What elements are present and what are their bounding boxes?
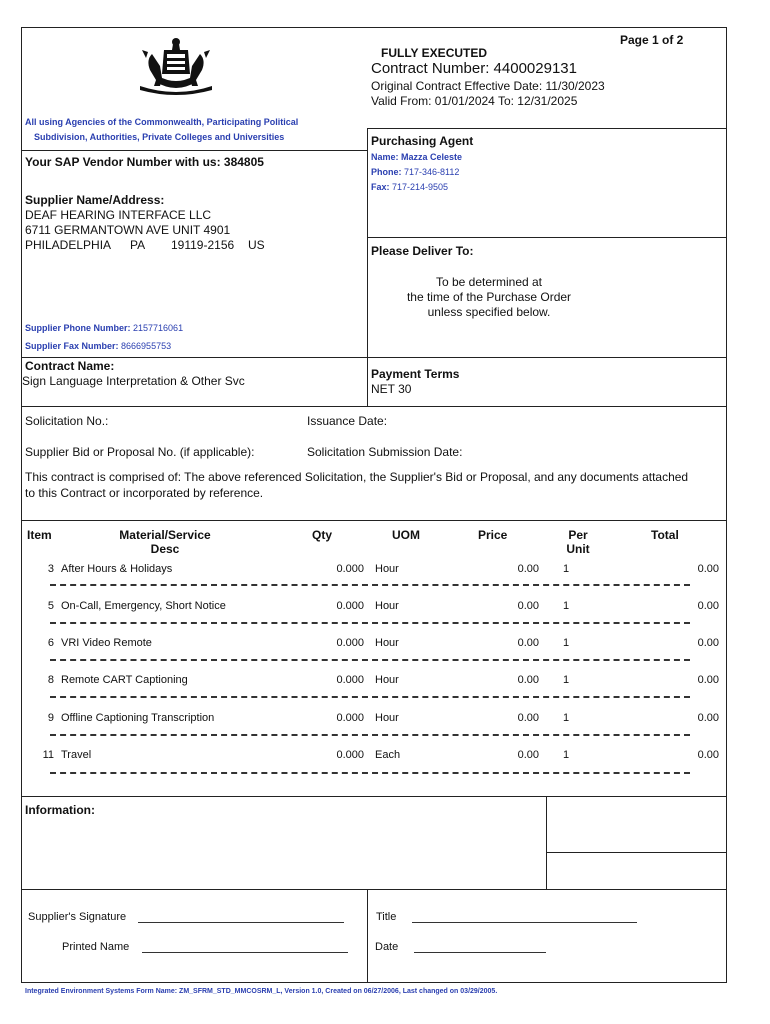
payment-terms-label: Payment Terms xyxy=(371,367,460,381)
row-total: 0.00 xyxy=(697,749,719,761)
agencies-line-2: Subdivision, Authorities, Private Colleges and Universities xyxy=(34,132,285,142)
divider xyxy=(21,406,727,407)
row-item: 8 xyxy=(47,674,54,686)
row-separator xyxy=(50,696,690,698)
col-price: Price xyxy=(478,528,508,542)
row-uom: Hour xyxy=(375,674,399,686)
supplier-label: Supplier Name/Address: xyxy=(25,193,165,207)
deliver-line-2: the time of the Purchase Order xyxy=(406,290,572,304)
agent-fax: Fax: 717-214-9505 xyxy=(371,182,449,192)
row-qty: 0.000 xyxy=(336,749,364,761)
row-total: 0.00 xyxy=(697,637,719,649)
supplier-city: PHILADELPHIA xyxy=(25,238,112,252)
row-qty: 0.000 xyxy=(336,600,364,612)
solicitation-no: Solicitation No.: xyxy=(25,414,109,428)
row-separator xyxy=(50,734,690,736)
row-per: 1 xyxy=(563,712,570,724)
row-desc: Remote CART Captioning xyxy=(61,674,188,686)
page-number: Page 1 of 2 xyxy=(620,33,684,47)
divider xyxy=(546,852,727,853)
supplier-bid-no: Supplier Bid or Proposal No. (if applicable): xyxy=(25,445,255,459)
divider xyxy=(367,889,368,983)
status-label: FULLY EXECUTED xyxy=(381,46,488,60)
row-item: 9 xyxy=(47,712,54,724)
printed-name[interactable]: Printed Name xyxy=(62,941,348,953)
divider xyxy=(21,357,727,358)
sap-vendor-number: Your SAP Vendor Number with us: 384805 xyxy=(25,155,264,169)
divider xyxy=(21,796,727,797)
divider xyxy=(367,128,368,406)
supplier-address: 6711 GERMANTOWN AVE UNIT 4901 xyxy=(25,223,231,237)
deliver-line-1: To be determined at xyxy=(435,275,543,289)
deliver-to-title: Please Deliver To: xyxy=(371,244,474,258)
col-item: Item xyxy=(27,528,52,542)
row-uom: Hour xyxy=(375,712,399,724)
row-item: 6 xyxy=(47,637,54,649)
supplier-name: DEAF HEARING INTERFACE LLC xyxy=(25,208,212,222)
deliver-line-3: unless specified below. xyxy=(427,305,551,319)
agent-phone: Phone: 717-346-8112 xyxy=(371,167,460,177)
row-qty: 0.000 xyxy=(336,563,364,575)
supplier-phone: Supplier Phone Number: 2157716061 xyxy=(25,323,184,333)
row-qty: 0.000 xyxy=(336,712,364,724)
col-qty: Qty xyxy=(312,528,333,542)
comprised-line-2: to this Contract or incorporated by reference. xyxy=(25,486,264,500)
divider xyxy=(367,128,727,129)
contract-number: Contract Number: 4400029131 xyxy=(371,60,577,77)
contract-name: Sign Language Interpretation & Other Svc xyxy=(22,374,245,388)
row-item: 5 xyxy=(47,600,54,612)
information-label: Information: xyxy=(25,803,95,817)
agencies-line-1: All using Agencies of the Commonwealth, Participating Political xyxy=(25,117,299,127)
valid-period: Valid From: 01/01/2024 To: 12/31/2025 xyxy=(371,94,578,108)
row-desc: VRI Video Remote xyxy=(61,637,152,649)
original-effective-date: Original Contract Effective Date: 11/30/2023 xyxy=(371,79,605,93)
row-uom: Each xyxy=(375,749,401,761)
row-price: 0.00 xyxy=(517,637,539,649)
supplier-fax: Supplier Fax Number: 8666955753 xyxy=(25,341,172,351)
row-total: 0.00 xyxy=(697,563,719,575)
row-per: 1 xyxy=(563,674,570,686)
issuance-date: Issuance Date: xyxy=(307,414,388,428)
row-qty: 0.000 xyxy=(336,674,364,686)
col-uom: UOM xyxy=(392,528,420,542)
comprised-line-1: This contract is comprised of: The above referenced Solicitation, the Supplier's Bid or Proposal, and any documents attached xyxy=(25,470,689,484)
row-desc: Offline Captioning Transcription xyxy=(61,712,215,724)
date-field[interactable]: Date xyxy=(375,941,546,953)
row-item: 11 xyxy=(42,749,54,761)
row-item: 3 xyxy=(47,563,54,575)
row-total: 0.00 xyxy=(697,674,719,686)
col-desc: Material/Service Desc xyxy=(119,528,211,556)
footer-form-info: Integrated Environment Systems Form Name: ZM_SFRM_STD_MMCOSRM_L, Version 1.0, Created on 06/27/2006, Last changed on 03/29/2005. xyxy=(25,988,498,995)
row-separator xyxy=(50,622,690,624)
col-per-unit: Per Unit xyxy=(566,528,590,556)
row-uom: Hour xyxy=(375,563,399,575)
divider xyxy=(21,520,727,521)
row-desc: On-Call, Emergency, Short Notice xyxy=(61,600,226,612)
row-uom: Hour xyxy=(375,600,399,612)
row-price: 0.00 xyxy=(517,600,539,612)
commonwealth-seal-icon xyxy=(138,36,214,96)
contract-name-label: Contract Name: xyxy=(25,359,115,373)
row-separator xyxy=(50,584,690,586)
row-desc: After Hours & Holidays xyxy=(61,563,173,575)
row-per: 1 xyxy=(563,637,570,649)
divider xyxy=(21,150,367,151)
agent-name: Name: Mazza Celeste xyxy=(371,152,463,162)
row-separator xyxy=(50,659,690,661)
supplier-state: PA xyxy=(130,238,146,252)
row-price: 0.00 xyxy=(517,674,539,686)
col-total: Total xyxy=(651,528,679,542)
purchasing-agent-title: Purchasing Agent xyxy=(371,134,474,148)
submission-date: Solicitation Submission Date: xyxy=(307,445,463,459)
row-per: 1 xyxy=(563,749,570,761)
row-per: 1 xyxy=(563,563,570,575)
row-total: 0.00 xyxy=(697,600,719,612)
row-uom: Hour xyxy=(375,637,399,649)
divider xyxy=(367,237,727,238)
supplier-signature[interactable]: Supplier's Signature xyxy=(28,911,344,923)
row-per: 1 xyxy=(563,600,570,612)
divider xyxy=(21,889,727,890)
supplier-zip: 19119-2156 xyxy=(171,238,235,252)
payment-terms: NET 30 xyxy=(371,382,412,396)
row-price: 0.00 xyxy=(517,712,539,724)
row-total: 0.00 xyxy=(697,712,719,724)
title-field[interactable]: Title xyxy=(376,911,637,923)
row-price: 0.00 xyxy=(517,563,539,575)
row-desc: Travel xyxy=(61,749,92,761)
row-separator xyxy=(50,772,690,774)
row-qty: 0.000 xyxy=(336,637,364,649)
divider xyxy=(546,796,547,889)
supplier-country: US xyxy=(248,238,265,252)
row-price: 0.00 xyxy=(517,749,539,761)
